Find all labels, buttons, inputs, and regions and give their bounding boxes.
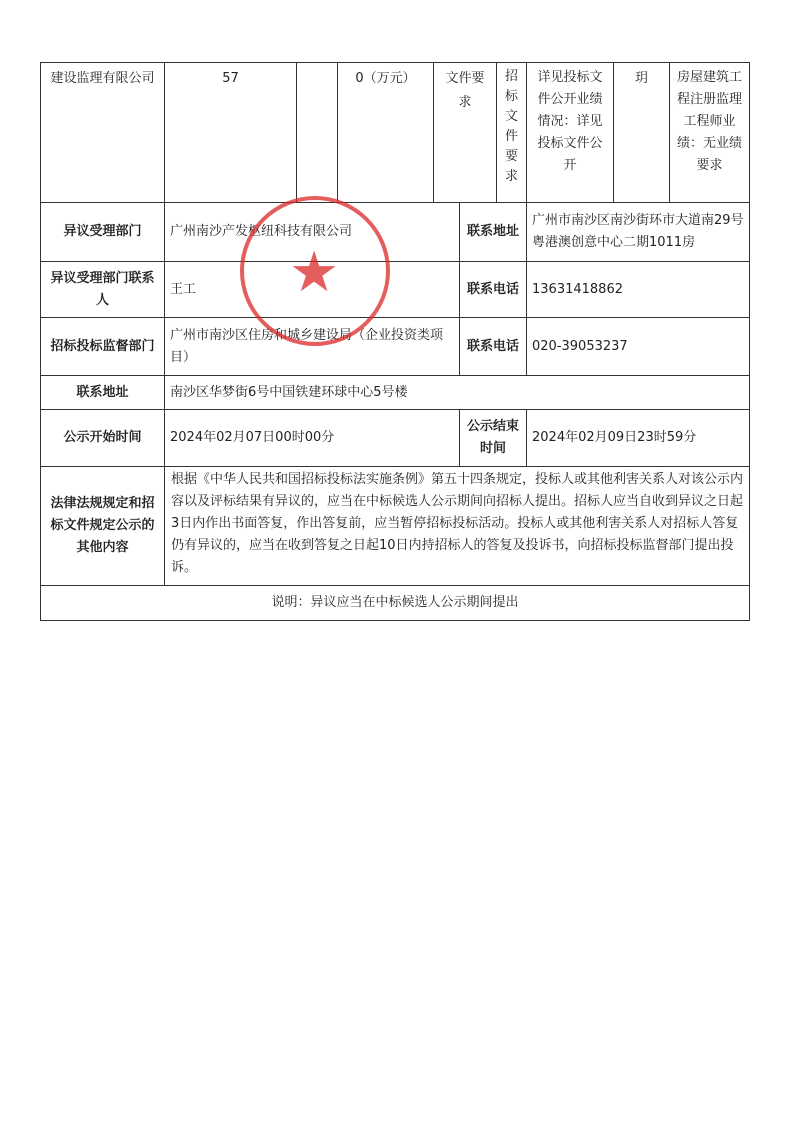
address-label: 联系地址 [459, 202, 527, 262]
supervisor-label: 招标投标监督部门 [40, 317, 165, 376]
supervisor-phone: 020-39053237 [526, 317, 750, 376]
objection-dept-label: 异议受理部门 [40, 202, 165, 262]
qualification-cell: 房屋建筑工程注册监理工程师业绩：无业绩要求 [669, 62, 750, 203]
phone-label: 联系电话 [459, 261, 527, 318]
supervisor-address-label: 联系地址 [40, 375, 165, 410]
start-time-label: 公示开始时间 [40, 409, 165, 467]
score-cell: 57 [164, 62, 297, 203]
note: 说明：异议应当在中标候选人公示期间提出 [40, 585, 750, 621]
supervisor: 广州市南沙区住房和城乡建设局（企业投资类项目） [164, 317, 460, 376]
person-name-cell: 玥 [613, 62, 670, 203]
contact: 王工 [164, 261, 460, 318]
address: 广州市南沙区南沙街环市大道南29号粤港澳创意中心二期1011房 [526, 202, 750, 262]
phone: 13631418862 [526, 261, 750, 318]
blank-cell [296, 62, 338, 203]
law-label: 法律法规规定和招标文件规定公示的其他内容 [40, 466, 165, 586]
requirement-vertical-cell: 招标文件要求 [496, 62, 527, 203]
requirement-cell: 文件要求 [433, 62, 497, 203]
end-time: 2024年02月09日23时59分 [526, 409, 750, 467]
price-cell: 0（万元） [337, 62, 434, 203]
supervisor-address: 南沙区华梦街6号中国铁建环球中心5号楼 [164, 375, 750, 410]
contact-label: 异议受理部门联系人 [40, 261, 165, 318]
objection-dept: 广州南沙产发枢纽科技有限公司 [164, 202, 460, 262]
start-time: 2024年02月07日00时00分 [164, 409, 460, 467]
end-time-label: 公示结束时间 [459, 409, 527, 467]
law-text: 根据《中华人民共和国招标投标法实施条例》第五十四条规定，投标人或其他利害关系人对该公示内容以及评标结果有异议的，应当在中标候选人公示期间向招标人提出。招标人应当自收到异议之日起3日内作出书面答复，作出答复前，应当暂停招标投标活动。投标人或其他利害关系人对招标人答复仍有异议的，应当在收到答复之日起10日内持招标人的答复及投诉书，向招标投标监督部门提出投诉。 [164, 466, 750, 586]
seal-star-icon: ★ [289, 240, 340, 305]
company-cell: 建设监理有限公司 [40, 62, 165, 203]
supervisor-phone-label: 联系电话 [459, 317, 527, 376]
performance-cell: 详见投标文件公开业绩情况：详见投标文件公开 [526, 62, 614, 203]
